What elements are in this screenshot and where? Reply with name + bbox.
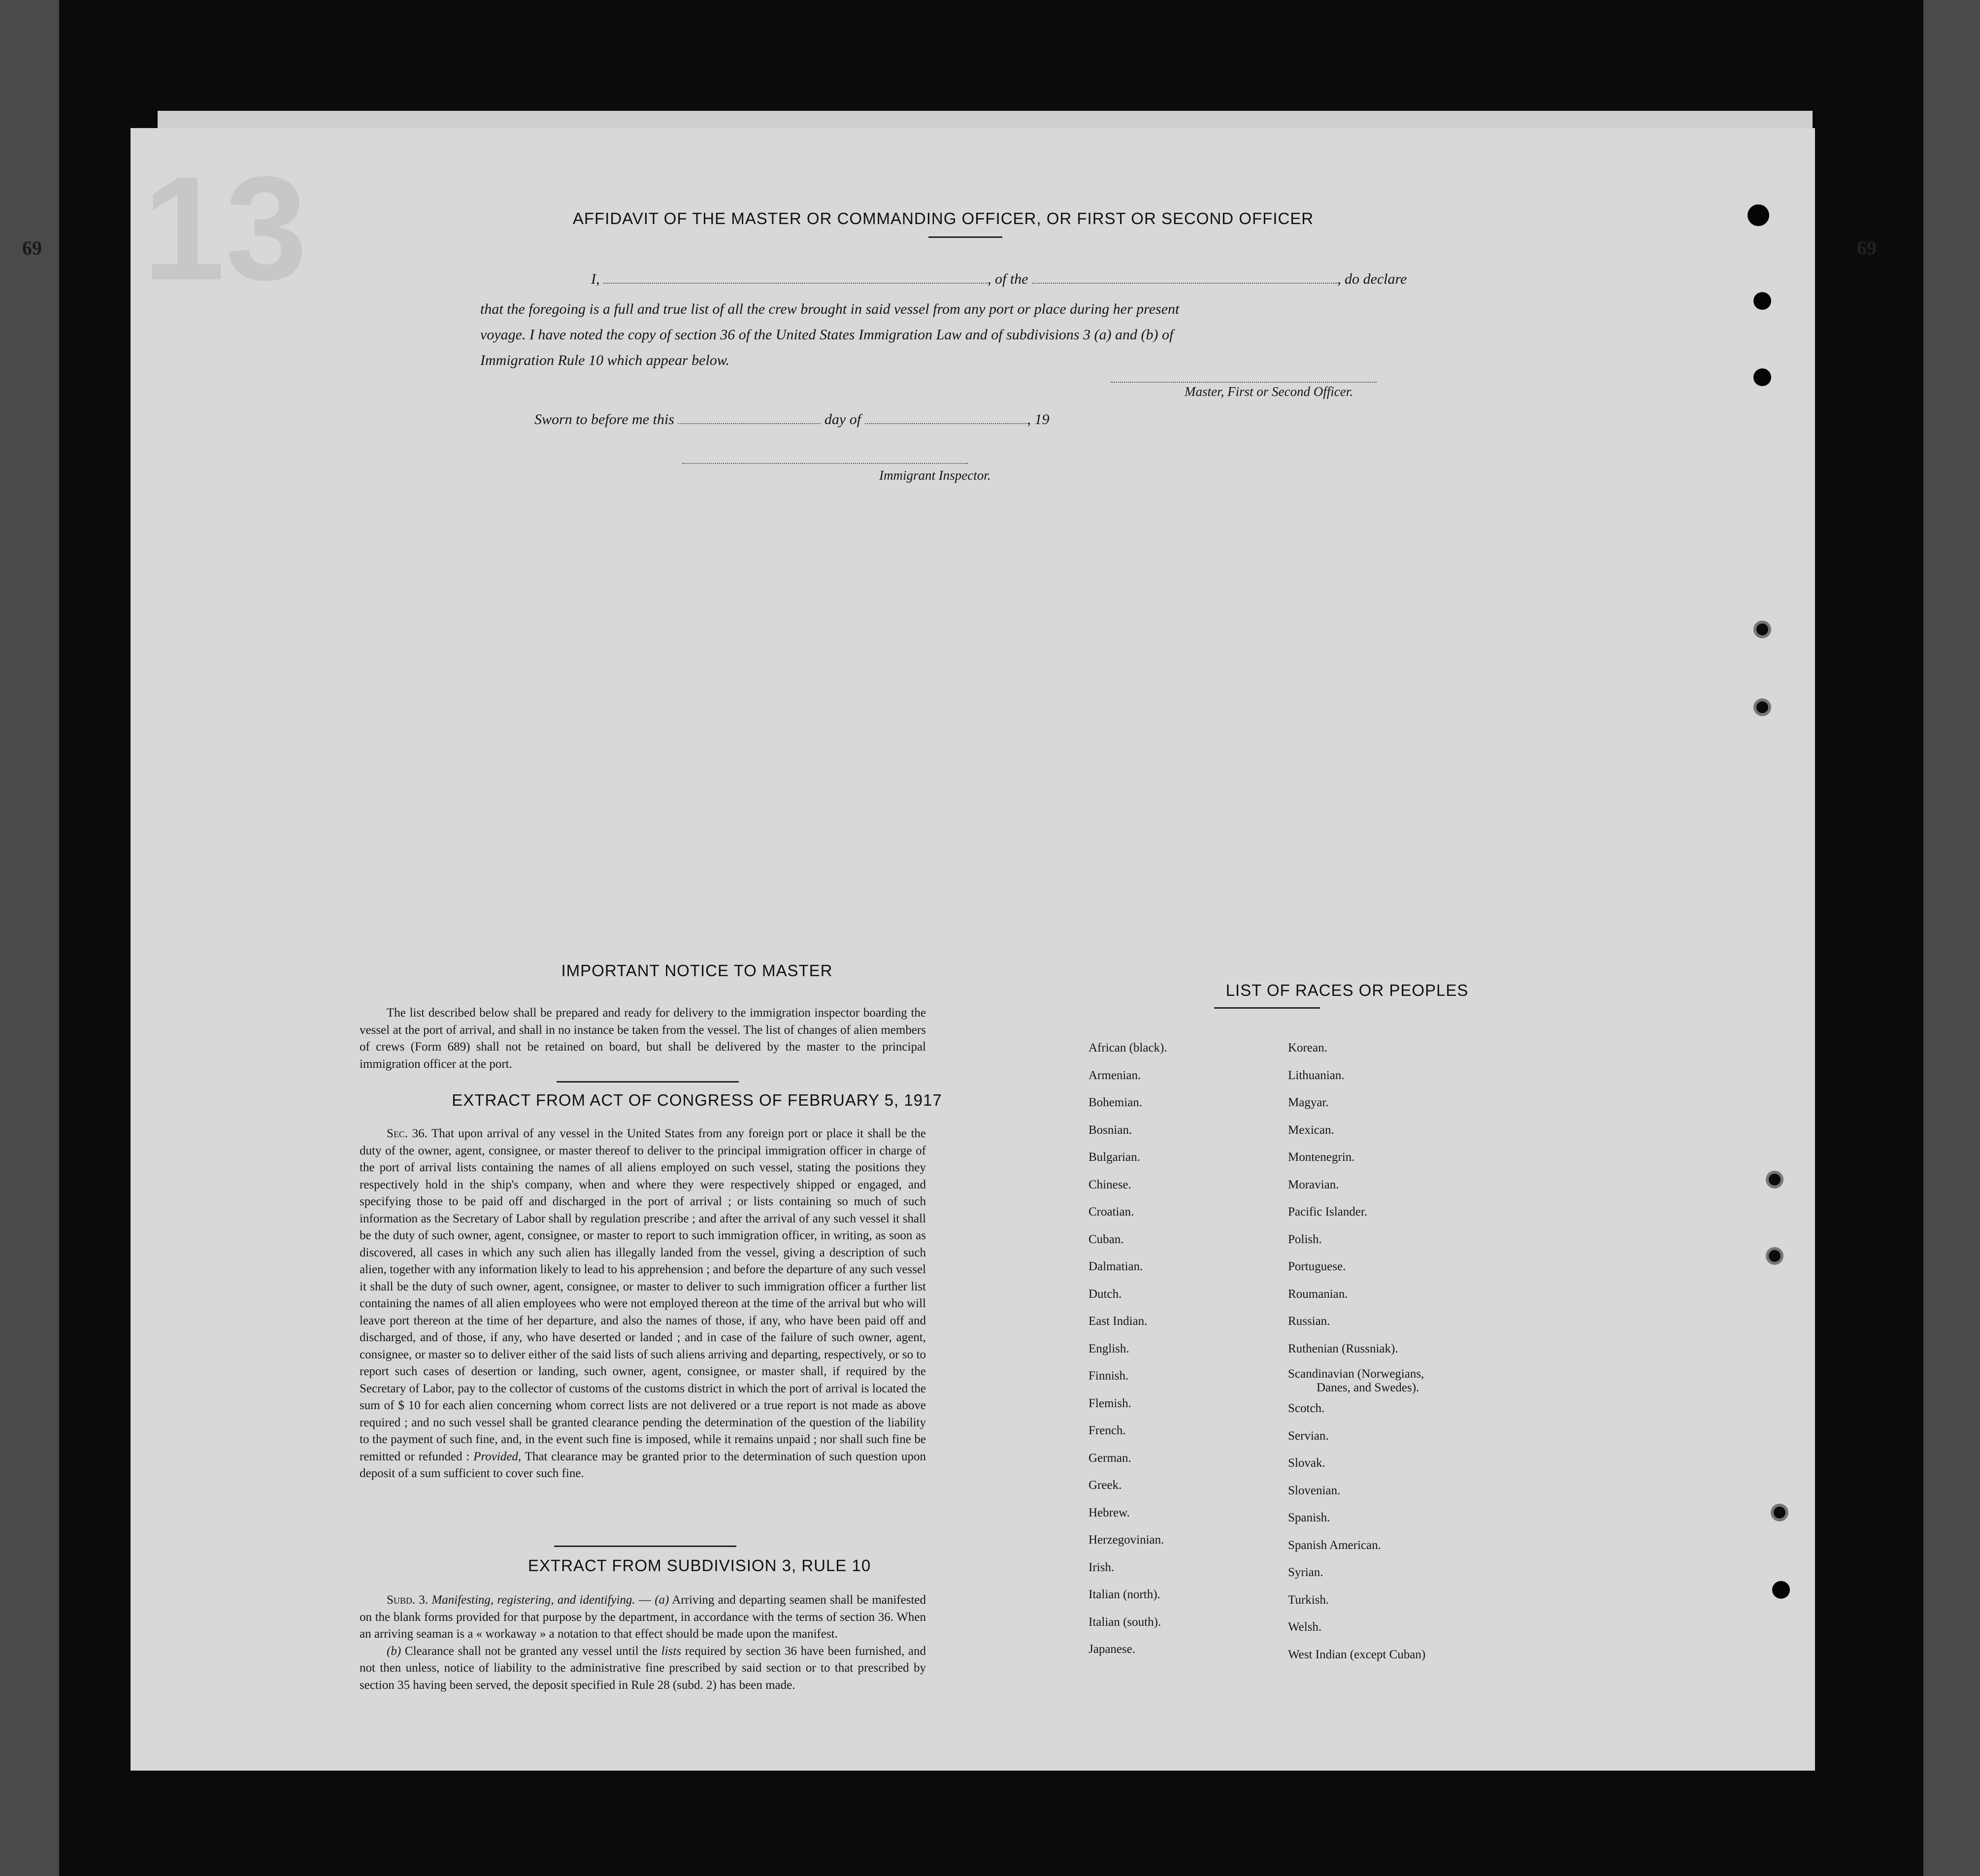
subd-a-label: (a) xyxy=(655,1593,669,1607)
races-title: LIST OF RACES OR PEOPLES xyxy=(1225,981,1469,999)
sworn-month-field[interactable] xyxy=(865,423,1027,424)
race-item: Spanish American. xyxy=(1288,1538,1381,1552)
race-item: Danes, and Swedes). xyxy=(1317,1381,1419,1394)
race-item: Flemish. xyxy=(1089,1396,1131,1410)
race-item: German. xyxy=(1089,1451,1131,1465)
race-item: Montenegrin. xyxy=(1288,1151,1355,1164)
race-item: Hebrew. xyxy=(1089,1506,1130,1519)
race-item: Scotch. xyxy=(1288,1402,1325,1415)
subd-a-text: Arriving and departing seamen shall be manifested on the blank forms provided for that purpose by the department, in accordance with the terms of section 36. When an arriving seaman is a « workaway » a notation to that effect should be made upon the manifest. xyxy=(360,1593,926,1641)
races-column-left xyxy=(1089,1034,1167,1663)
inspector-signature-line[interactable] xyxy=(682,463,968,464)
race-item: Turkish. xyxy=(1288,1593,1329,1607)
rule-extract-title: EXTRACT FROM SUBDIVISION 3, RULE 10 xyxy=(528,1556,871,1575)
subd-b-lists: lists xyxy=(661,1644,681,1658)
race-item: French. xyxy=(1089,1424,1126,1437)
punch-hole xyxy=(1753,698,1771,716)
race-item: Dalmatian. xyxy=(1089,1260,1143,1273)
roll-number-right: 69 xyxy=(1857,237,1877,259)
act-extract-text xyxy=(360,1125,926,1482)
notice-divider xyxy=(557,1081,739,1083)
act-extract-title: EXTRACT FROM ACT OF CONGRESS OF FEBRUARY 5, 1917 xyxy=(452,1091,942,1109)
punch-hole xyxy=(1748,204,1769,226)
race-item: East Indian. xyxy=(1089,1315,1148,1328)
race-item: Syrian. xyxy=(1288,1566,1323,1579)
provided-label: Provided, xyxy=(473,1449,522,1463)
race-item: Servian. xyxy=(1288,1429,1329,1443)
race-item: Magyar. xyxy=(1288,1096,1329,1109)
rule-extract-text: Subd. 3. Manifesting, registering, and identifying. — (a) Arriving and departing seamen shall be manifested on the blank forms provided for that purpose by the department, in accordance with the terms of section 36. When an arriving seaman is a « workaway » a notation to that effect should be made upon the manifest. (b) Clearance shall not be granted any vessel until the lists required by section 36 have been furnished, and not then unless, notice of liability to the administrative fine prescribed by said section or to that prescribed by section 35 having been served, the deposit specified in Rule 28 (subd. 2) has been made. xyxy=(360,1593,926,1692)
subd-b-text-2: required by section 36 have been furnished, and not then unless, notice of liability to the administrative fine prescribed by said section or to that prescribed by section 35 having been served, the deposit specified in Rule 28 (subd. 2) has been made. xyxy=(360,1644,926,1692)
race-item: Korean. xyxy=(1288,1041,1327,1054)
race-item: West Indian (except Cuban) xyxy=(1288,1647,1426,1661)
race-item: Lithuanian. xyxy=(1288,1068,1345,1082)
film-edge-right xyxy=(1923,0,1980,1876)
sworn-label: Sworn to before me this xyxy=(534,411,674,428)
race-item: Spanish. xyxy=(1288,1511,1330,1524)
race-item: Italian (south). xyxy=(1089,1615,1161,1629)
notice-text: The list described below shall be prepared and ready for delivery to the immigration inspector boarding the vessel at the port of arrival, and shall in no instance be taken from the vessel. The list of changes of alien members of crews (Form 689) shall not be retained on board, but shall be delivered by the master to the principal immigration officer at the port. xyxy=(360,1006,926,1071)
race-item: Japanese. xyxy=(1089,1643,1136,1656)
sworn-day-field[interactable] xyxy=(678,423,821,424)
act-extract-body-end: That clearance may be granted prior to the determination of such question upon deposit of a sum sufficient to cover such fine. xyxy=(360,1449,926,1480)
subd-heading: Manifesting, registering, and identifying. xyxy=(431,1593,635,1607)
race-item: Italian (north). xyxy=(1089,1588,1160,1601)
affidavit-body xyxy=(480,296,1574,373)
roll-number-left: 69 xyxy=(22,237,42,259)
race-item: English. xyxy=(1089,1342,1129,1355)
act-divider xyxy=(554,1546,736,1547)
race-item: Scandinavian (Norwegians, xyxy=(1288,1367,1424,1381)
act-extract-body: That upon arrival of any vessel in the United States from any foreign port or place it shall be the duty of the owner, agent, consignee, or master thereof to deliver to the principal immigration officer in charge of the port of arrival lists containing the names of all aliens employed on such vessel, stating the positions they respectively hold in the ship's company, when and where they were respectively shipped or engaged, and specifying those to be paid off and discharged in the port of arrival ; or lists containing so much of such information as the Secretary of Labor shall by regulation prescribe ; and after the arrival of any such vessel it shall be the duty of such owner, agent, consignee, or master to report to such immigration officer, in writing, as soon as discovered, all cases in which any such alien has illegally landed from the vessel, giving a description of such alien, together with any information likely to lead to his apprehension ; and before the departure of any such vessel it shall be the duty of such owner, agent, consignee, or master to deliver to such immigration officer a further list containing the names of all alien employees who were not employed thereon at the time of the arrival but who will leave port thereon at the time of her departure, and also the names of those, if any, who have been paid off and discharged, and of those, if any, who have deserted or landed ; and in case of the failure of such owner, agent, consignee, or master so to deliver either of the said lists of such aliens arriving and departing, respectively, or so to report such cases of desertion or landing, such owner, agent, consignee, or master shall, if required by the Secretary of Labor, pay to the collector of customs of the customs district in which the port of arrival is located the sum of $ 10 for each alien concerning whom correct lists are not delivered or a true report is not made as above required ; and no such vessel shall be granted clearance pending the determination of the question of the liability to the payment of such fine, and, in the event such fine is imposed, while it remains unpaid ; nor shall such fine be remitted or refunded : xyxy=(360,1127,926,1463)
punch-hole xyxy=(1753,292,1771,310)
year-label: , 19 xyxy=(1027,411,1050,428)
affidavit-declaration-line xyxy=(591,271,1537,288)
race-item: Chinese. xyxy=(1089,1178,1131,1191)
of-the-label: , of the xyxy=(988,271,1028,287)
race-item: Croatian. xyxy=(1089,1205,1134,1218)
race-item: African (black). xyxy=(1089,1041,1167,1054)
race-item: Herzegovinian. xyxy=(1089,1533,1164,1547)
race-item: Russian. xyxy=(1288,1315,1330,1328)
affidavit-body-line: voyage. I have noted the copy of section 36 of the United States Immigration Law and of subdivisions 3 (a) and (b) of xyxy=(480,327,1174,343)
punch-hole xyxy=(1771,1504,1788,1521)
punch-hole xyxy=(1753,368,1771,386)
vessel-name-field[interactable] xyxy=(1032,283,1337,284)
affidavit-title-underline xyxy=(928,236,1002,238)
i-label: I, xyxy=(591,271,600,287)
officer-name-field[interactable] xyxy=(603,283,988,284)
race-item: Roumanian. xyxy=(1288,1287,1348,1301)
signature-label: Master, First or Second Officer. xyxy=(1185,384,1353,399)
subd-label: Subd. 3. xyxy=(387,1593,429,1607)
sworn-line xyxy=(534,411,1273,428)
race-item: Finnish. xyxy=(1089,1369,1129,1382)
affidavit-body-line: Immigration Rule 10 which appear below. xyxy=(480,352,730,368)
faint-sheet-number: 13 xyxy=(143,145,307,311)
race-item: Slovak. xyxy=(1288,1456,1325,1470)
race-item: Bosnian. xyxy=(1089,1123,1132,1137)
subd-b-label: (b) xyxy=(387,1644,401,1658)
race-item: Ruthenian (Russniak). xyxy=(1288,1342,1398,1355)
races-column-right xyxy=(1288,1034,1425,1668)
inspector-label: Immigrant Inspector. xyxy=(879,468,991,483)
race-item: Bulgarian. xyxy=(1089,1151,1140,1164)
punch-hole xyxy=(1772,1581,1790,1599)
race-item: Armenian. xyxy=(1089,1068,1141,1082)
affidavit-title: AFFIDAVIT OF THE MASTER OR COMMANDING OFFICER, OR FIRST OR SECOND OFFICER xyxy=(572,209,1314,228)
sec-label: Sec. 36. xyxy=(387,1127,428,1140)
affidavit-body-line: that the foregoing is a full and true list of all the crew brought in said vessel from any port or place during her present xyxy=(480,301,1180,317)
film-edge-left xyxy=(0,0,59,1876)
race-item: Bohemian. xyxy=(1089,1096,1143,1109)
day-of-label: day of xyxy=(824,411,861,428)
race-item: Slovenian. xyxy=(1288,1483,1341,1497)
signature-line[interactable] xyxy=(1111,382,1377,383)
race-item: Moravian. xyxy=(1288,1178,1339,1191)
form-page xyxy=(131,128,1815,1771)
subd-b-text-1: Clearance shall not be granted any vessel until the xyxy=(404,1644,658,1658)
race-item: Dutch. xyxy=(1089,1287,1122,1301)
notice-title: IMPORTANT NOTICE TO MASTER xyxy=(561,961,833,980)
race-item: Cuban. xyxy=(1089,1232,1124,1246)
race-item: Greek. xyxy=(1089,1479,1122,1492)
race-item: Portuguese. xyxy=(1288,1260,1346,1273)
race-item: Polish. xyxy=(1288,1232,1322,1246)
race-item: Irish. xyxy=(1089,1560,1115,1574)
punch-hole xyxy=(1766,1171,1783,1188)
race-item: Mexican. xyxy=(1288,1123,1334,1137)
race-item: Welsh. xyxy=(1288,1620,1322,1634)
race-item: Pacific Islander. xyxy=(1288,1205,1368,1218)
punch-hole xyxy=(1753,621,1771,638)
punch-hole xyxy=(1766,1247,1783,1265)
do-declare-label: , do declare xyxy=(1337,271,1407,287)
races-title-underline xyxy=(1214,1007,1320,1009)
